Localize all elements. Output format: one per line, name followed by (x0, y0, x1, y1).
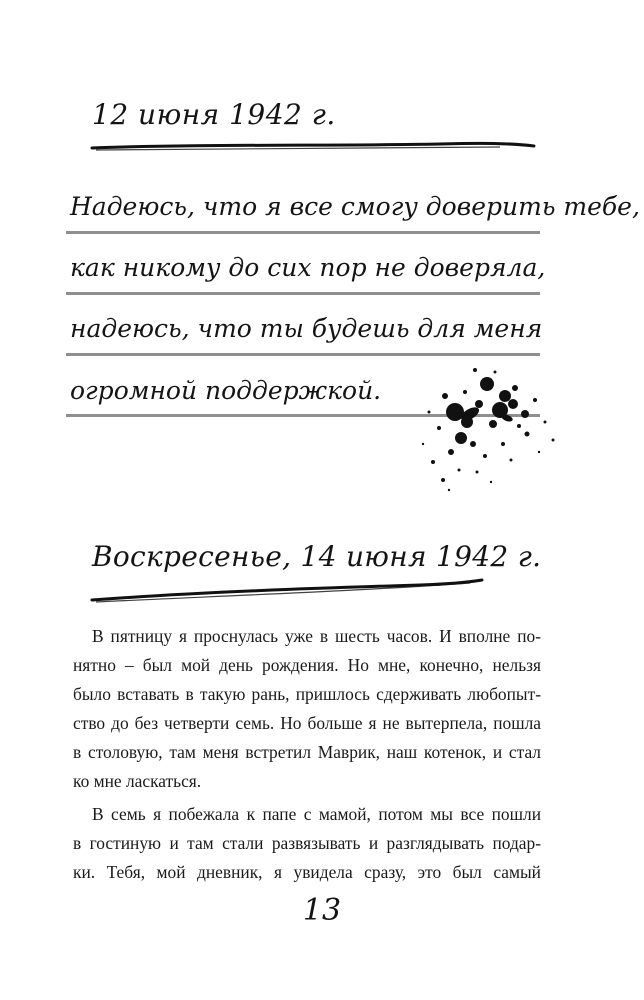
body-text (73, 622, 541, 887)
handwritten-line-2: как никому до сих пор не доверяла, (70, 253, 546, 282)
text-line: ко мне ласкаться. (73, 771, 202, 791)
text-line: В пятницу я проснулась уже в шесть часов. И вполне по- (92, 626, 541, 646)
text-line: в столовую, там меня встретил Маврик, наш котенок, и стал (73, 742, 541, 762)
handwritten-line-4: огромной поддержкой. (70, 376, 382, 405)
entry-date-heading: 12 июня 1942 г. (92, 98, 336, 131)
text-line: нятно – был мой день рождения. Но мне, конечно, нельзя (73, 655, 541, 675)
text-line: ство до без четверти семь. Но больше я не вытерпела, пошла (73, 713, 541, 733)
text-line: было вставать в такую рань, пришлось сдерживать любопыт- (73, 684, 541, 704)
ruled-line (66, 231, 540, 234)
entry-date-heading: Воскресенье, 14 июня 1942 г. (92, 540, 542, 573)
ruled-line (66, 292, 540, 295)
page-number: 13 (302, 893, 342, 928)
date-underline-2 (92, 580, 482, 600)
handwritten-line-1: Надеюсь, что я все смогу доверить тебе, (70, 192, 640, 221)
text-line: В семь я побежала к папе с мамой, потом мы все пошли (92, 804, 541, 824)
text-line: ки. Тебя, мой дневник, я увидела сразу, это был самый (73, 862, 541, 882)
text-line: в гостиную и там стали развязывать и разглядывать подар- (73, 833, 541, 853)
date-underline-1 (92, 143, 534, 148)
ink-splatter-image (415, 352, 565, 502)
handwritten-line-3: надеюсь, что ты будешь для меня (70, 314, 543, 343)
